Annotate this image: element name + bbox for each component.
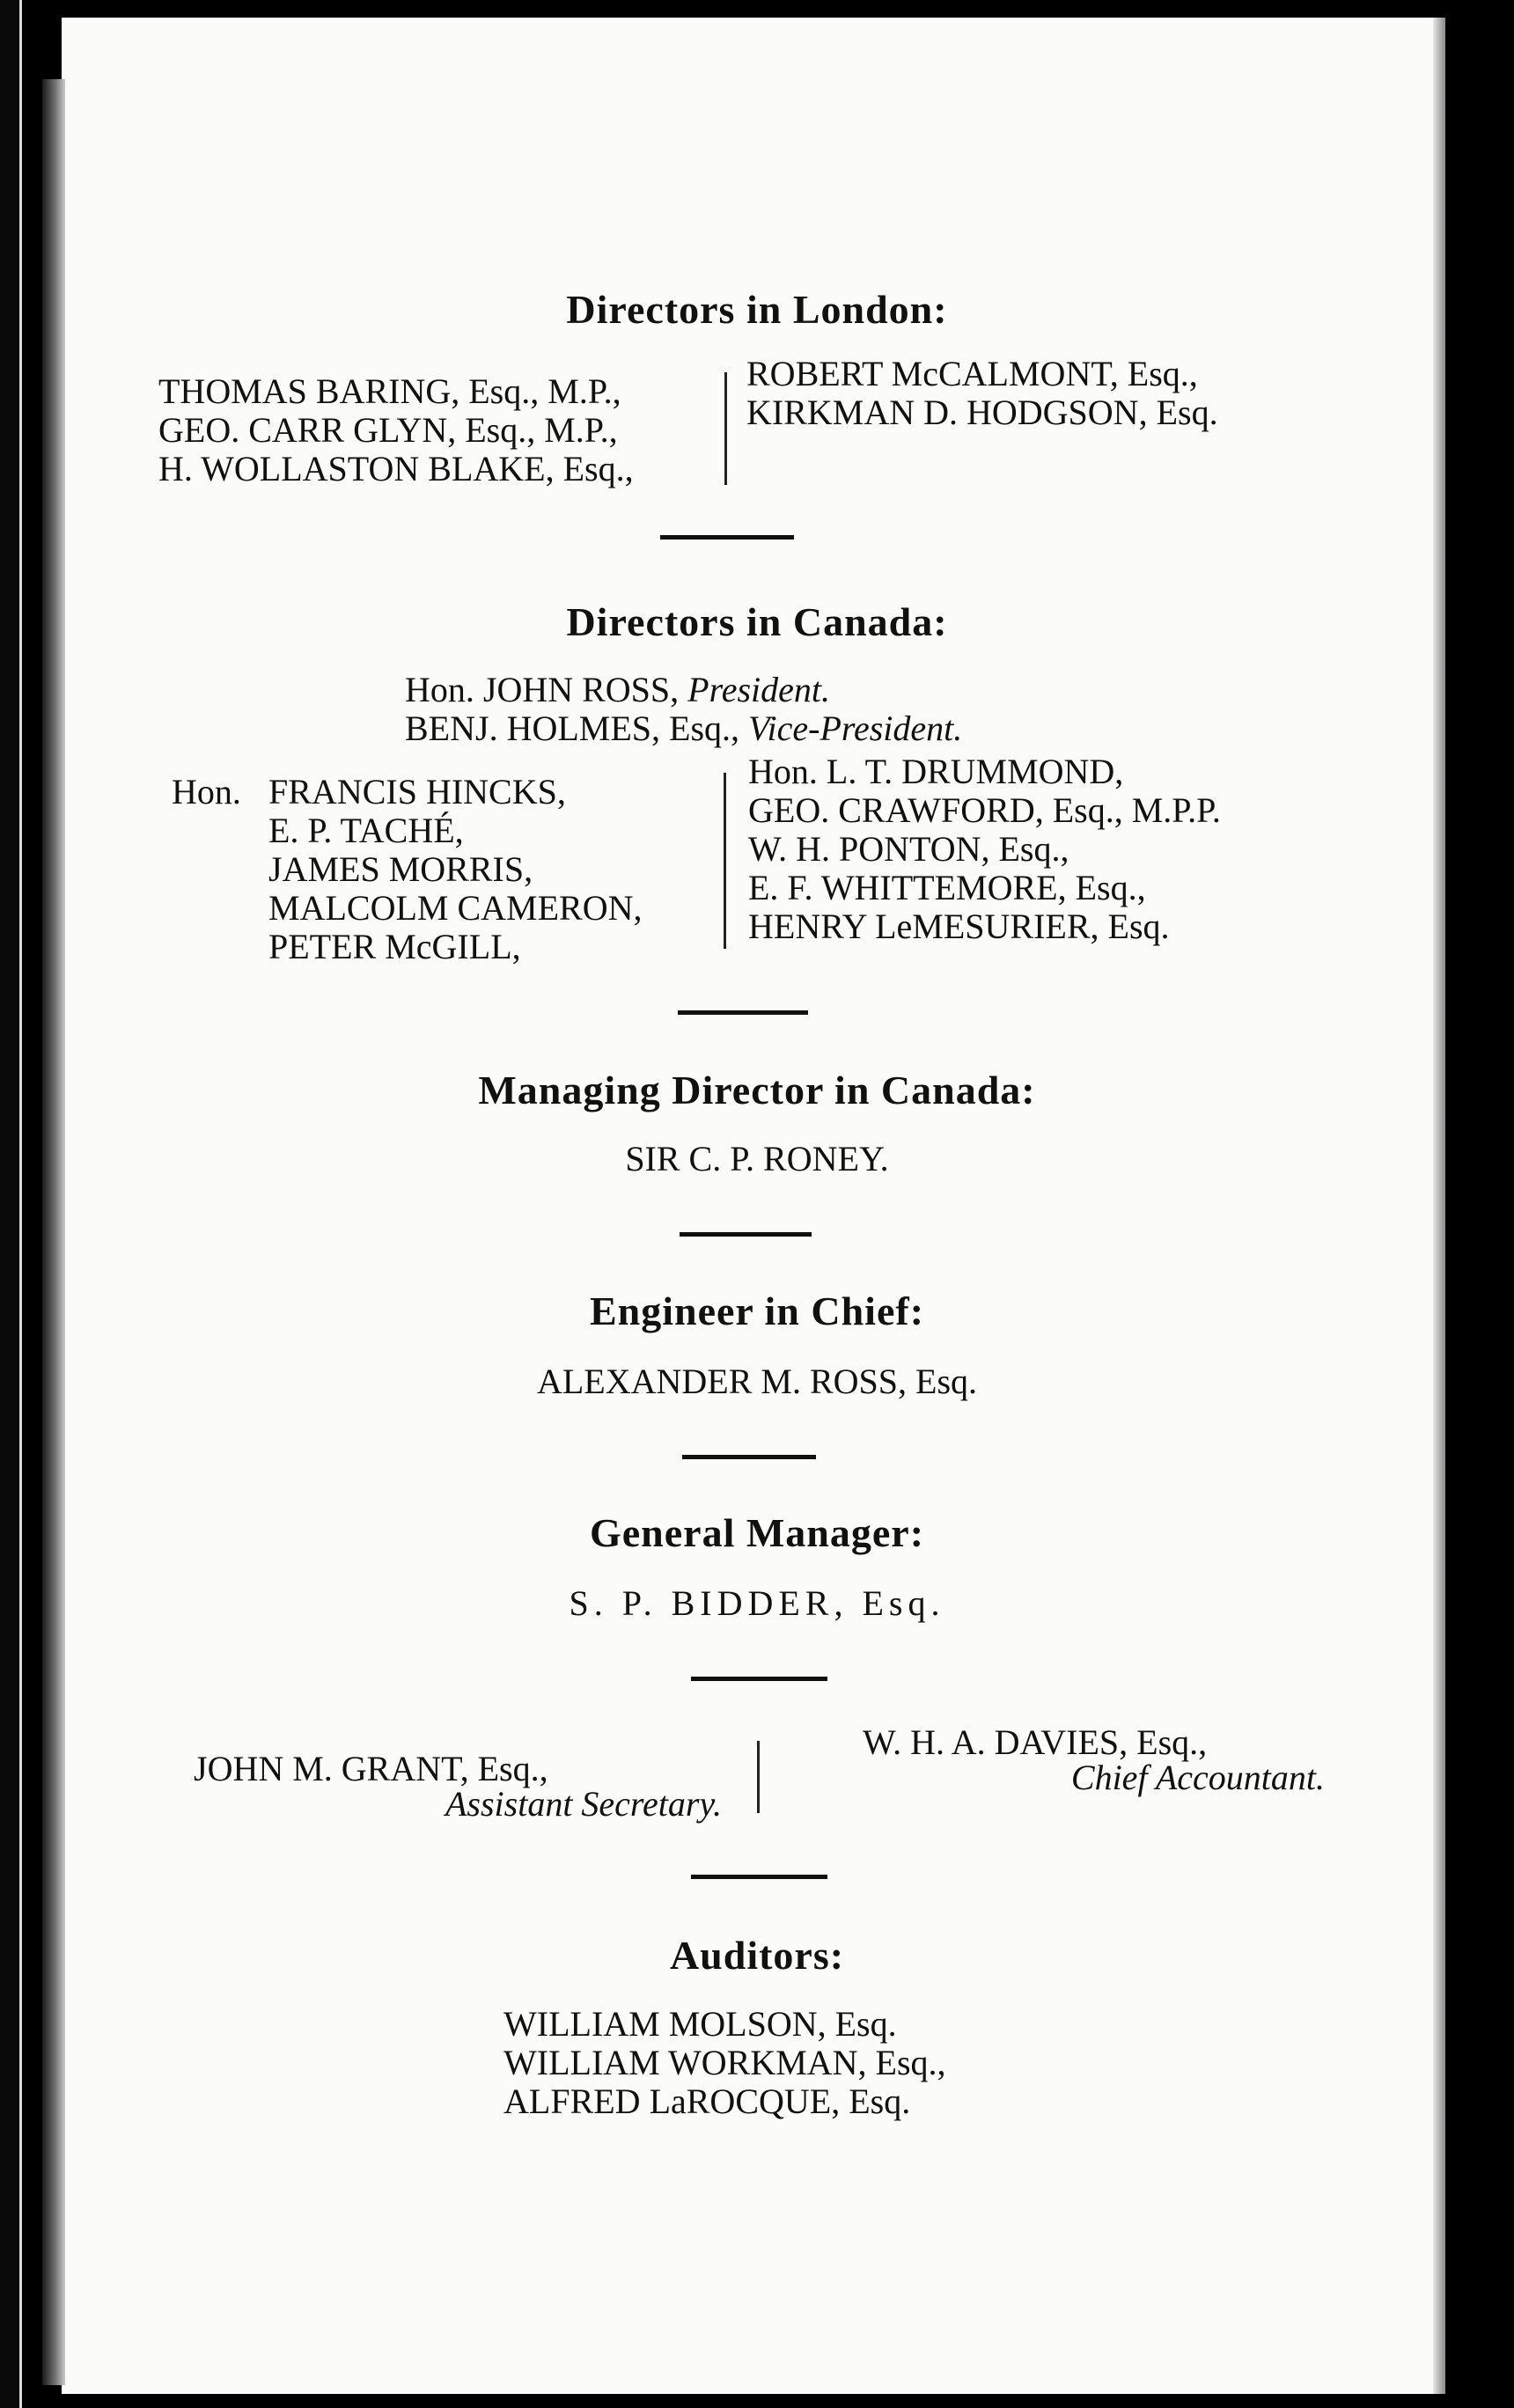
canada-column-divider (724, 773, 726, 949)
heading-auditors: Auditors: (669, 1933, 845, 1978)
canada-director-7: GEO. CRAWFORD, Esq., M.P.P. (748, 790, 1221, 830)
london-director-4: ROBERT McCALMONT, Esq., (746, 354, 1198, 393)
hon-prefix: Hon. (172, 772, 241, 811)
canada-director-5: PETER McGILL, (268, 927, 521, 966)
vice-president-title: Vice-President. (748, 708, 963, 748)
engineer-name: ALEXANDER M. ROSS, Esq. (536, 1362, 978, 1401)
assistant-secretary-title: Assistant Secretary. (445, 1784, 722, 1824)
canada-director-1: FRANCIS HINCKS, (268, 772, 566, 811)
assistant-secretary-name: JOHN M. GRANT, Esq., (194, 1749, 548, 1788)
heading-general-manager: General Manager: (589, 1510, 925, 1555)
london-director-3: H. WOLLASTON BLAKE, Esq., (158, 449, 634, 488)
heading-directors-london: Directors in London: (566, 287, 948, 332)
page-right-shadow (1433, 18, 1445, 2394)
president-title: President. (687, 670, 830, 709)
section-rule (691, 1875, 827, 1879)
canada-director-9: E. F. WHITTEMORE, Esq., (748, 868, 1146, 907)
scan-left-edge (0, 0, 22, 2408)
canada-vice-president (405, 709, 962, 748)
managing-director-name: SIR C. P. RONEY. (625, 1139, 889, 1178)
heading-directors-canada: Directors in Canada: (566, 599, 948, 644)
section-rule (680, 1232, 812, 1237)
london-director-5: KIRKMAN D. HODGSON, Esq. (746, 393, 1218, 432)
chief-accountant-name: W. H. A. DAVIES, Esq., (863, 1722, 1208, 1762)
officers-divider (757, 1741, 760, 1813)
london-director-2: GEO. CARR GLYN, Esq., M.P., (158, 410, 618, 450)
london-column-divider (724, 372, 727, 485)
canada-director-3: JAMES MORRIS, (268, 849, 533, 889)
canada-director-4: MALCOLM CAMERON, (268, 888, 643, 928)
auditor-1: WILLIAM MOLSON, Esq. (503, 2004, 897, 2044)
president-name: Hon. JOHN ROSS, (405, 670, 680, 709)
heading-managing-director: Managing Director in Canada: (478, 1068, 1036, 1112)
canada-director-2: E. P. TACHÉ, (268, 811, 464, 850)
chief-accountant-title: Chief Accountant. (1070, 1758, 1325, 1797)
auditor-2: WILLIAM WORKMAN, Esq., (503, 2043, 946, 2082)
canada-director-10: HENRY LeMESURIER, Esq. (748, 907, 1170, 946)
canada-president (405, 671, 830, 709)
london-director-1: THOMAS BARING, Esq., M.P., (158, 371, 621, 411)
section-rule (682, 1455, 816, 1459)
binding-spine (42, 79, 65, 2385)
auditor-3: ALFRED LaROCQUE, Esq. (503, 2081, 911, 2121)
general-manager-name: S. P. BIDDER, Esq. (569, 1583, 945, 1623)
canada-director-8: W. H. PONTON, Esq., (748, 829, 1069, 869)
heading-engineer-in-chief: Engineer in Chief: (589, 1288, 925, 1333)
canada-director-6: Hon. L. T. DRUMMOND, (748, 752, 1124, 791)
section-rule (691, 1677, 827, 1681)
vice-president-name: BENJ. HOLMES, Esq., (405, 708, 740, 748)
section-rule (660, 535, 794, 540)
section-rule (678, 1010, 808, 1015)
